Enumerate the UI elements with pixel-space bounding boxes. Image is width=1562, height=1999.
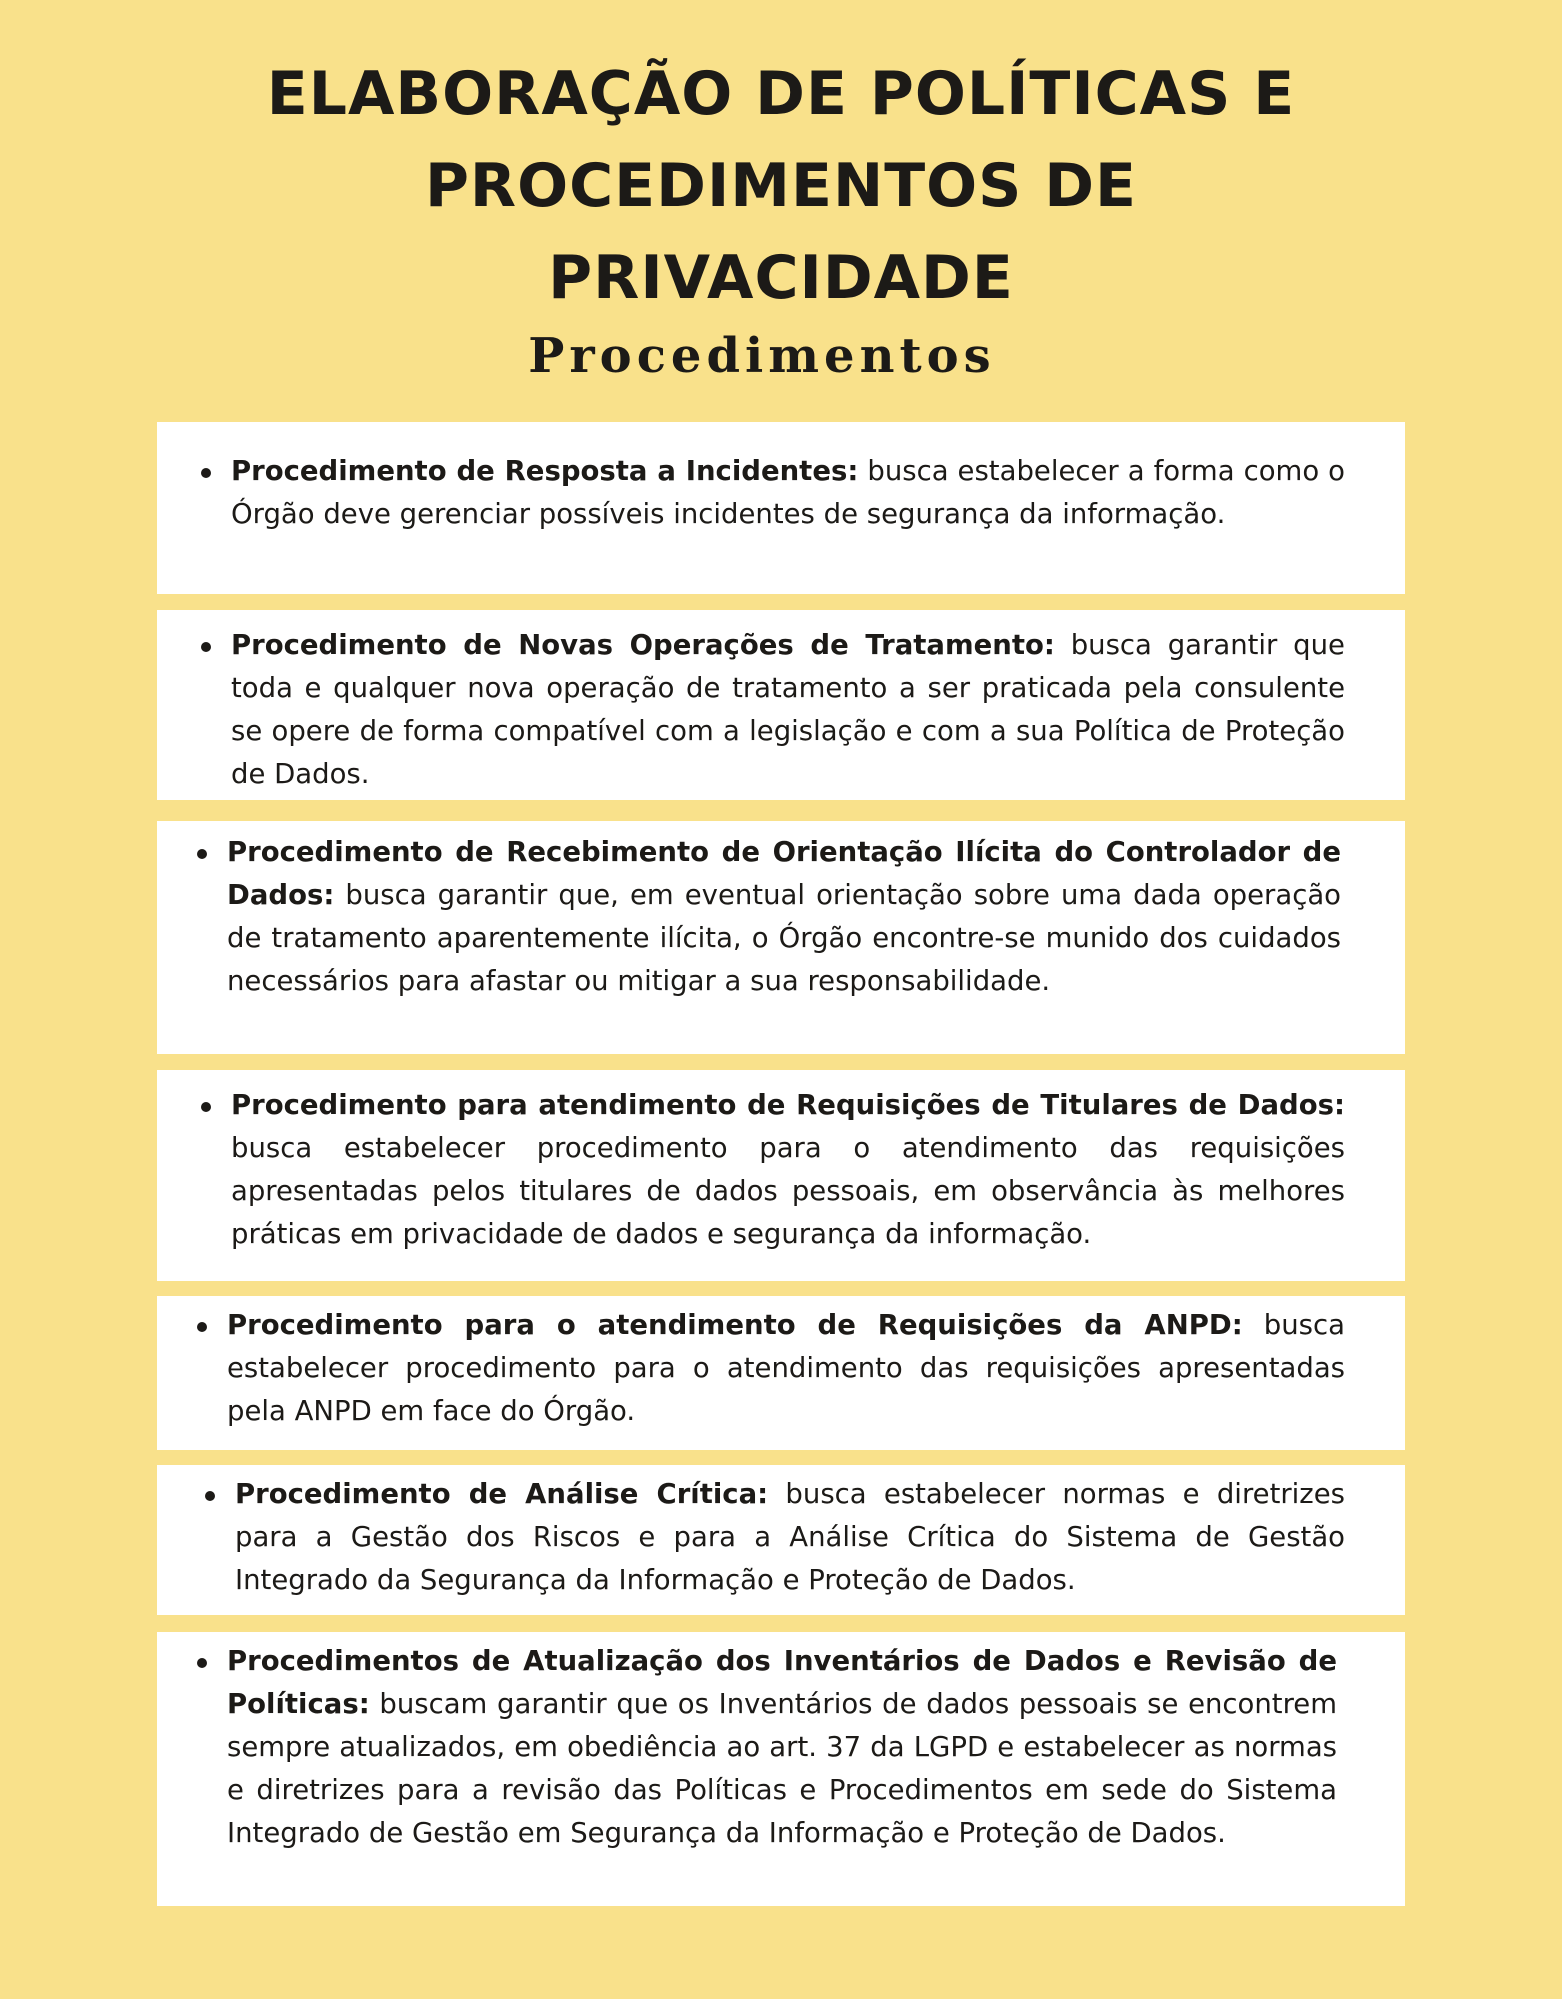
procedure-title: Procedimento de Resposta a Incidentes: bbox=[231, 455, 859, 487]
bullet-icon bbox=[197, 1658, 207, 1668]
page-title bbox=[0, 48, 1562, 324]
procedure-card-critical-analysis bbox=[157, 1465, 1405, 1615]
bullet-icon bbox=[205, 1491, 215, 1501]
title-line-2: PROCEDIMENTOS DE bbox=[424, 151, 1138, 221]
bullet-icon bbox=[201, 642, 211, 652]
procedure-title: Procedimentos de Atualização dos Inventários de Dados e Revisão de Políticas: bbox=[227, 1645, 1337, 1720]
procedure-card-data-subject-requests bbox=[157, 1070, 1405, 1281]
procedure-description: busca estabelecer procedimento para o atendimento das requisições apresentadas pelos titulares de dados pessoais, em observância às melhores práticas em privacidade de dados e segurança da informação. bbox=[231, 1132, 1345, 1250]
procedure-card-incident-response bbox=[157, 422, 1405, 594]
procedure-item bbox=[231, 450, 1345, 536]
procedure-title: Procedimento para o atendimento de Requisições da ANPD: bbox=[227, 1309, 1243, 1341]
procedure-title: Procedimento de Análise Crítica: bbox=[235, 1478, 769, 1510]
procedure-description: busca estabelecer normas e diretrizes para a Gestão dos Riscos e para a Análise Crítica do Sistema de Gestão Integrado da Segurança da Informação e Proteção de Dados. bbox=[235, 1478, 1345, 1596]
procedure-item bbox=[227, 1640, 1337, 1855]
title-line-3: PRIVACIDADE bbox=[548, 243, 1014, 313]
procedure-description: busca estabelecer a forma como o Órgão deve gerenciar possíveis incidentes de segurança da informação. bbox=[231, 455, 1345, 530]
procedure-title: Procedimento de Novas Operações de Tratamento: bbox=[231, 629, 1055, 661]
procedure-card-inventory-update bbox=[157, 1632, 1405, 1906]
procedure-title: Procedimento de Recebimento de Orientação Ilícita do Controlador de Dados: bbox=[227, 836, 1341, 911]
bullet-icon bbox=[197, 849, 207, 859]
procedure-item bbox=[227, 1304, 1345, 1433]
bullet-icon bbox=[197, 1322, 207, 1332]
procedure-description: buscam garantir que os Inventários de dados pessoais se encontrem sempre atualizados, em obediência ao art. 37 da LGPD e estabelecer as normas e diretrizes para a revisão das Políticas e Procedimentos em sede do Sistema Integrado de Gestão em Segurança da Informação e Proteção de Dados. bbox=[227, 1688, 1337, 1849]
procedure-description: busca estabelecer procedimento para o atendimento das requisições apresentadas pela ANPD em face do Órgão. bbox=[227, 1309, 1345, 1427]
procedure-card-new-operations bbox=[157, 610, 1405, 800]
section-subtitle: Procedimentos bbox=[528, 328, 996, 384]
procedure-item bbox=[235, 1473, 1345, 1602]
bullet-icon bbox=[201, 468, 211, 478]
procedure-description: busca garantir que, em eventual orientação sobre uma dada operação de tratamento aparentemente ilícita, o Órgão encontre-se munido dos cuidados necessários para afastar ou mitigar a sua responsabilidade. bbox=[227, 879, 1341, 997]
procedure-item bbox=[231, 624, 1345, 796]
procedure-item bbox=[231, 1084, 1345, 1256]
procedure-item bbox=[227, 831, 1341, 1003]
procedure-card-anpd-requests bbox=[157, 1296, 1405, 1450]
procedure-card-illicit-orientation bbox=[157, 821, 1405, 1054]
bullet-icon bbox=[201, 1102, 211, 1112]
procedure-description: busca garantir que toda e qualquer nova operação de tratamento a ser praticada pela consulente se opere de forma compatível com a legislação e com a sua Política de Proteção de Dados. bbox=[231, 629, 1345, 790]
procedure-title: Procedimento para atendimento de Requisições de Titulares de Dados: bbox=[231, 1089, 1345, 1121]
title-line-1: ELABORAÇÃO DE POLÍTICAS E bbox=[266, 59, 1296, 129]
